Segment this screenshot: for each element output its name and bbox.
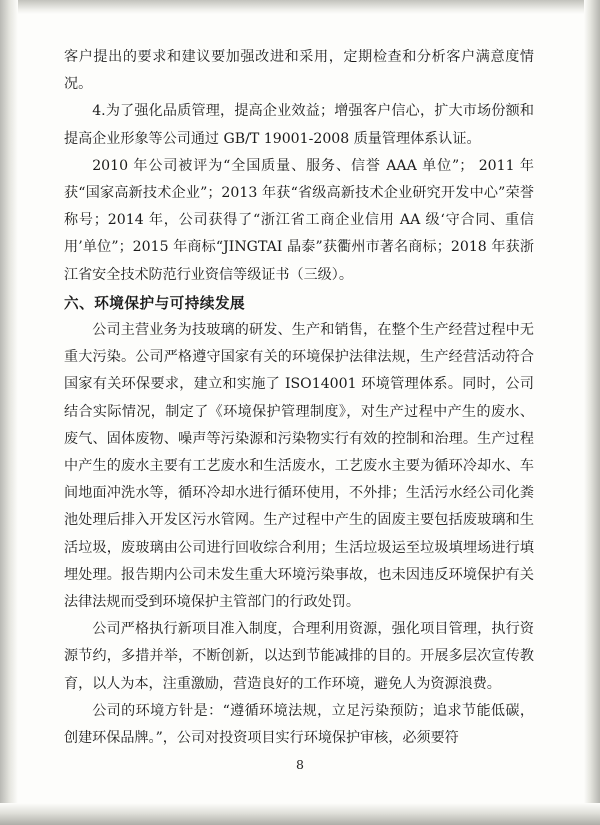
scan-edge-shadow-left — [0, 0, 18, 825]
scan-edge-shadow-bottom — [0, 803, 600, 825]
scan-edge-shadow-top — [0, 0, 600, 14]
paragraph-resource-saving: 公司严格执行新项目准入制度，合理利用资源，强化项目管理，执行资源节约，多措并举，不断创新，以达到节能减排的目的。开展多层次宣传教育，以人为本，注重激励，营造良好的工作环境，避免人为资源浪费。 — [64, 621, 534, 692]
page-body — [64, 44, 534, 752]
paragraph-customer-feedback: 客户提出的要求和建议要加强改进和采用，定期检查和分析客户满意度情况。 — [64, 49, 534, 93]
scan-edge-shadow-right — [584, 0, 600, 825]
paragraph-honors-and-certifications: 2010 年公司被评为“全国质量、服务、信誉 AAA 单位”； 2011 年获“国家高新技术企业”；2013 年获“省级高新技术企业研究开发中心”荣誉称号；2014 年，公司获得了“浙江省工商企业信用 AA 级‘守合同、重信用’单位”；2015 年商标“JINGTAI 晶泰”获衢州市著名商标；2018 年获浙江省安全技术防范行业资信等级证书（三级）。 — [64, 157, 534, 283]
paragraph-item-4: 4.为了强化品质管理，提高企业效益；增强客户信心，扩大市场份额和提高企业形象等公司通过 GB/T 19001-2008 质量管理体系认证。 — [64, 103, 534, 147]
paragraph-environment-policy: 公司的环境方针是：“遵循环境法规，立足污染预防；追求节能低碳，创建环保品牌。”，公司对投资项目实行环境保护审核，必须要符 — [64, 702, 534, 747]
page-number: 8 — [296, 757, 304, 772]
section-heading-environmental-protection: 六、环境保护与可持续发展 — [64, 294, 246, 312]
paragraph-environment-management: 公司主营业务为技玻璃的研发、生产和销售，在整个生产经营过程中无重大污染。公司严格遵守国家有关的环境保护法律法规，生产经营活动符合国家有关环保要求，建立和实施了 ISO14001 环境管理体系。同时，公司结合实际情况，制定了《环境保护管理制度》，对生产过程中产生的废水、废气、固体废物、噪声等污染源和污染物实行有效的控制和治理。生产过程中产生的废水主要有工艺废水和生活废水，工艺废水主要为循环冷却水、车间地面冲洗水等，循环冷却水进行循环使用，不外排；生活污水经公司化粪池处理后排入开发区污水管网。生产过程中产生的固废主要包括废玻璃和生活垃圾，废玻璃由公司进行回收综合利用；生活垃圾运至垃圾填埋场进行填埋处理。报告期内公司未发生重大环境污染事故，也未因违反环境保护有关法律法规而受到环境保护主管部门的行政处罚。 — [64, 322, 534, 611]
